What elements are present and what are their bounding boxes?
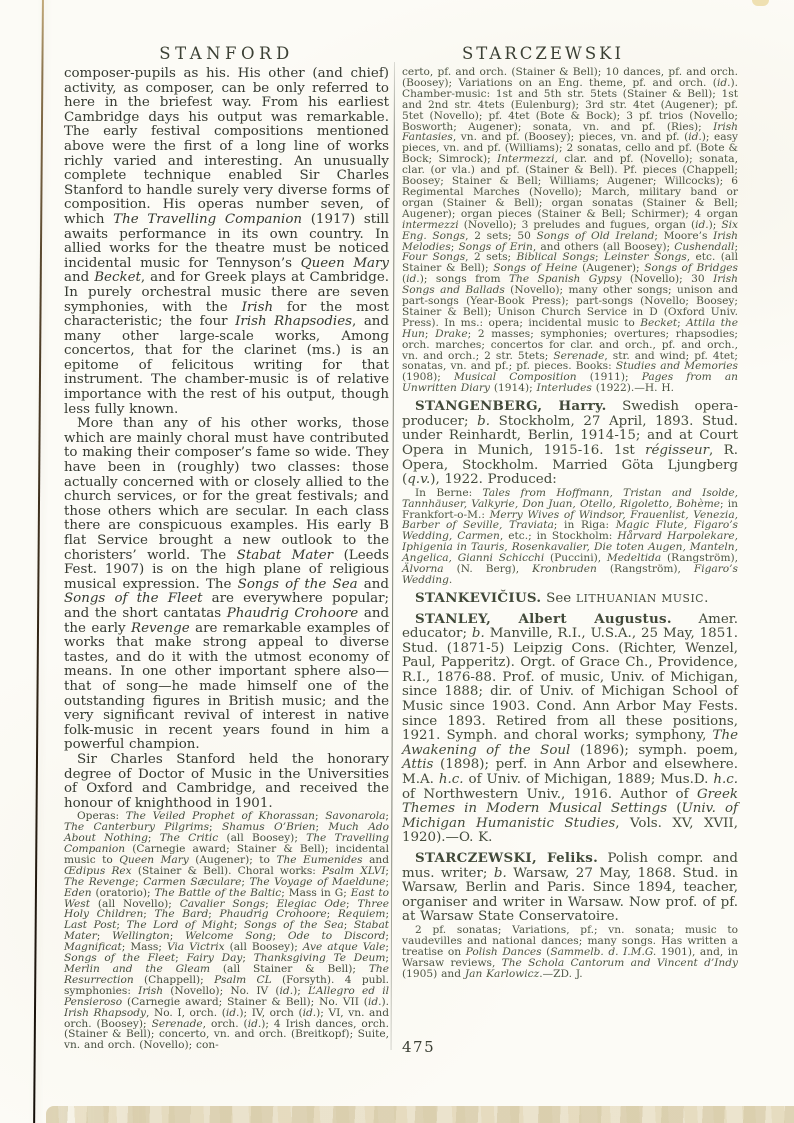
page-number: 475 [402, 1038, 436, 1056]
title-italic-run: The Battle of the Baltic [154, 886, 282, 899]
title-italic-run: The Schola Cantorum and Vincent d’Indy [501, 956, 739, 969]
text-run: Polish compr. and mus. writer; [402, 851, 738, 881]
title-italic-run: The Spanish Gypsy [508, 273, 622, 286]
text-run: are remarkable examples of works that make strong appeal to diverse tastes, and do it with the utmost economy of means. In one other important sphere also—that of song—he made himself one of the outstanding figures in British music; and the very significant revival of interest in native folk-music in recent years found in him a powerful champion. [64, 620, 389, 753]
text-run: ; [241, 875, 250, 888]
paragraph [402, 612, 738, 847]
text-run: ; [169, 930, 186, 943]
text-run: (Novello); 30 [621, 273, 714, 286]
paragraph [402, 591, 738, 607]
title-italic-run: Drake [435, 327, 468, 340]
text-run: ); IV, orch ( [239, 1006, 303, 1019]
title-italic-run: Four Songs [402, 251, 466, 264]
running-head-left: STANFORD [159, 44, 294, 63]
text-run: ). [381, 995, 389, 1008]
title-italic-run: b. [471, 626, 485, 642]
text-run: ; in Riga: [553, 519, 616, 532]
text-run: , etc.; in Stockholm: [499, 530, 618, 543]
text-run: 1901), and, in Warsaw reviews, [402, 945, 738, 969]
text-run: 2 pf. sonatas; Variations, pf.; vn. sonata; music to vaudevilles and national dances; many songs. Has written a treatise on [402, 923, 738, 958]
page-gutter-shadow [33, 0, 44, 1123]
title-italic-run: Songs of the Fleet [64, 591, 203, 607]
entry-headword: STANGENBERG, Harry. [415, 398, 607, 415]
title-italic-run: Six Eng. Songs [402, 218, 738, 242]
title-italic-run: Songs of Erin [458, 240, 533, 253]
title-italic-run: Attis [402, 757, 434, 773]
text-run: (Carnegie award; Stainer & Bell); No. VII ( [122, 995, 368, 1008]
title-italic-run: b. [477, 413, 491, 429]
text-run: , etc. (all Stainer & Bell); [402, 251, 738, 275]
title-italic-run: Medeltida [606, 552, 662, 565]
title-italic-run: régisseur [645, 442, 709, 458]
text-run: ); songs from [419, 273, 509, 286]
title-italic-run: b. [493, 865, 507, 881]
column-divider-rule [391, 62, 395, 1050]
text-run: ; [595, 251, 605, 264]
title-italic-run: The Eumenides [276, 853, 363, 866]
title-italic-run: Much Ado About Nothing [64, 821, 390, 845]
title-italic-run: Psalm CL [214, 973, 272, 986]
text-run: (1922).—H. H. [591, 382, 674, 395]
text-run: (Stainer & Bell). Choral works: [131, 864, 323, 877]
title-italic-run: id. [225, 1006, 240, 1019]
paragraph [402, 67, 738, 394]
title-italic-run: Irish Rhapsodies [235, 314, 353, 330]
text-run: ; [385, 941, 389, 954]
text-run: ; [385, 864, 389, 877]
title-italic-run: Irish [138, 984, 164, 997]
title-italic-run: Merry Wives of Windsor, Frauenlist, Venezia, Barber of Seville, Traviata [402, 508, 739, 532]
text-run: ; [346, 897, 358, 910]
title-italic-run: Cavalier Songs [179, 897, 266, 910]
title-italic-run: Wellington [112, 930, 170, 943]
paragraph [402, 399, 738, 488]
text-run: for the most characteristic; the four [64, 299, 389, 330]
text-run: ; [209, 821, 222, 834]
page-edge-texture-band [46, 1106, 794, 1123]
text-run: and [362, 853, 389, 866]
paragraph [402, 925, 738, 980]
text-run: ; [233, 919, 244, 932]
text-run: , R. Opera, Stockholm. Married Göta Ljungberg ( [402, 442, 738, 488]
title-italic-run: Studies and Memories [615, 360, 738, 373]
title-italic-run: h.c. [438, 772, 464, 788]
paragraph [402, 851, 738, 925]
title-italic-run: Figaro’s Wedding [402, 563, 738, 586]
title-italic-run: Becket [94, 270, 141, 286]
text-run: , and for Greek plays at Cambridge. In purely orchestral music there are seven symphonies, with the [64, 270, 390, 315]
title-italic-run: Stabat Mater [236, 547, 334, 563]
text-run: (Rangström), [596, 563, 694, 576]
text-run: ; [143, 908, 155, 921]
text-run: See [541, 590, 576, 606]
text-run: (1914); [490, 382, 537, 395]
text-run: (N. Berg), [443, 563, 533, 576]
text-run: , str. and wind; pf. 4tet; sonatas, vn. and pf.; pf. pieces. Books: [402, 349, 738, 373]
title-italic-run: Queen Mary [119, 853, 189, 866]
text-run: (1911); [576, 371, 642, 384]
text-run: (Chappell); [133, 973, 215, 986]
title-italic-run: East to West [64, 886, 389, 910]
title-italic-run: The Veiled Prophet of Khorassan [125, 810, 315, 823]
title-italic-run: The Resurrection [64, 962, 389, 986]
title-italic-run: Welcome Song [185, 930, 273, 943]
text-run: In Berne: [415, 486, 483, 499]
title-italic-run: intermezzi [402, 218, 459, 231]
title-italic-run: Univ. of Michigan Humanistic Studies [402, 801, 739, 831]
text-run: , 2 sets; [465, 251, 517, 264]
text-run: ; [175, 952, 187, 965]
title-italic-run: Songs of the Sea [243, 919, 344, 932]
title-italic-run: h.c. [713, 772, 738, 788]
text-run: ); easy pieces, vn. and pf. (Williams); 2 sonatas, cello and pf. (Bote & Bock; Simrock); [402, 131, 739, 166]
text-run: ; [96, 930, 113, 943]
text-run: ( [667, 801, 682, 817]
title-italic-run: Magnificat [64, 941, 122, 954]
title-italic-run: Attila the Hun [402, 316, 738, 340]
text-run: (Leeds Fest. 1907) is on the high plane of religious musical expression. The [64, 547, 389, 592]
text-run: ; [424, 327, 436, 340]
title-italic-run: The Canterbury Pilgrims [64, 821, 210, 834]
title-italic-run: Songs of the Fleet [64, 952, 176, 965]
text-run: ); VI, vn. and orch. (Boosey); [64, 1006, 389, 1030]
title-italic-run: Last Post [64, 919, 117, 932]
title-italic-run: Irish Melodies [402, 229, 739, 253]
text-run: ; Mass in G; [281, 886, 351, 899]
text-run: Operas: [77, 810, 126, 823]
title-italic-run: id. [716, 76, 731, 89]
title-italic-run: Irish Fantasies [402, 120, 738, 144]
text-run: ; [314, 810, 326, 823]
paragraph [64, 753, 389, 811]
title-italic-run: Cushendall [674, 240, 735, 253]
text-run: , No. I, orch. ( [145, 1006, 226, 1019]
title-italic-run: Œdipus Rex [64, 864, 132, 877]
title-italic-run: Ave atque Vale [302, 941, 386, 954]
text-run: ); 4 Irish dances, orch. (Stainer & Bell); concerto, vn. and orch. (Breitkopf); Suite, vn. and orch. (Novello); con- [64, 1017, 389, 1052]
text-run: ; [385, 952, 389, 965]
title-italic-run: Irish Songs and Ballads [402, 273, 738, 297]
text-run: ; [315, 821, 329, 834]
text-run: and [64, 270, 95, 286]
text-run: (all Stainer & Bell); [210, 962, 369, 975]
text-run: (1917) still awaits performance in its own country. In allied works for the theatre must be noticed incidental music for Tennyson’s [64, 211, 389, 271]
text-run: ( [402, 273, 407, 286]
title-italic-run: Phaudrig Crohoore [226, 605, 359, 621]
text-run: certo, pf. and orch. (Stainer & Bell); 10 dances, pf. and orch. (Boosey); Variations on an Eng. theme, pf. and orch. ( [402, 66, 738, 89]
text-run: (1896); symph. poem, [570, 742, 738, 758]
text-run: ; [450, 240, 459, 253]
text-run: , and others (all Boosey); [532, 240, 675, 253]
title-italic-run: Via Victrix [166, 941, 225, 954]
title-italic-run: Polish Dances [465, 945, 542, 958]
title-italic-run: Shamus O’Brien [221, 821, 316, 834]
title-italic-run: Irish Rhapsody [64, 1006, 146, 1019]
title-italic-run: Magic Flute, Figaro’s Wedding, Carmen [402, 519, 738, 543]
title-italic-run: Becket [640, 316, 678, 329]
title-italic-run: Hårvard Harpolekare, Iphigenia in Tauris, Rosenkavalier, Die toten Augen, Manteln, Angelica, Gianni Schicchi [402, 530, 738, 565]
title-italic-run: The Lord of Might [126, 919, 234, 932]
text-run: (Forsyth). 4 publ. symphonies: [64, 973, 389, 997]
title-italic-run: Queen Mary [300, 255, 389, 271]
text-run: , and many other large-scale works, Among concertos, that for the clarinet (ms.) is an epitome of felicitous writing for that instrument. The chamber-music is of relative importance with the rest of his output, though less fully known. [64, 314, 389, 417]
title-italic-run: Fairy Day [186, 952, 243, 965]
title-italic-run: Three Holy Children [64, 897, 389, 921]
text-run: and [357, 576, 389, 592]
text-run: . [704, 590, 709, 606]
text-run: Warsaw, 27 May, 1868. Stud. in Warsaw, Berlin and Paris. Since 1894, teacher, organiser and writer in Warsaw. Now prof. of pf. at Warsaw State Conservatoire. [402, 865, 739, 925]
text-run: (all Novello); [90, 897, 180, 910]
text-run: ; [147, 832, 160, 845]
text-run: ; [677, 316, 687, 329]
title-italic-run: id. [279, 984, 294, 997]
column-left [64, 67, 389, 1051]
title-italic-run: Eden [64, 886, 92, 899]
text-run: ; Moore’s [654, 229, 714, 242]
title-italic-run: Jan Karlowicz [464, 967, 540, 980]
title-italic-run: Kronbruden [532, 563, 597, 576]
title-italic-run: Phaudrig Crohoore [219, 908, 327, 921]
text-run: Amer. educator; [402, 611, 738, 642]
running-head-right: STARCZEWSKI [462, 44, 624, 63]
title-italic-run: The Awakening of the Soul [402, 728, 738, 758]
text-run: are everywhere popular; and the short cantatas [64, 591, 389, 621]
title-italic-run: Songs of Heine [493, 262, 578, 275]
text-run: (1905) and [402, 967, 465, 980]
text-run: ; Mass; [121, 941, 167, 954]
text-run: ); [293, 984, 308, 997]
text-run: . [448, 574, 453, 586]
text-run: ; [385, 930, 389, 943]
text-run: (all Boosey); [224, 941, 303, 954]
text-run: ). Chamber-music: 1st and 5th str. 5tets (Stainer & Bell); 1st and 2nd str. 4tets (Eulenburg); 3rd str. 4tet (Augener); pf. 5tet (Novello); pf. 4tet (Bote & Bock); 3 pf. trios (Novello; Bosworth; Augener); sonata, vn. and pf. (Ries); [402, 76, 738, 133]
title-italic-run: Interludes [536, 382, 592, 395]
text-run: .—ZD. J. [539, 967, 583, 980]
text-run: of Univ. of Michigan, 1889; Mus.D. [463, 772, 714, 788]
text-run: (Puccini), [544, 552, 607, 565]
text-run: Stockholm, 27 April, 1893. Stud. under Reinhardt, Berlin, 1914-15; and at Court Opera in Munich, 1915-16. 1st [402, 413, 739, 458]
text-run: ; [208, 908, 220, 921]
title-italic-run: id. [302, 1006, 317, 1019]
title-italic-run: The Travelling Companion [64, 832, 390, 855]
title-italic-run: Ode to Discord [287, 930, 386, 943]
text-run: ; [265, 897, 277, 910]
text-run: More than any of his other works, those which are mainly choral must have contributed to making their composer’s fame so wide. They have been in (roughly) two classes: those actually concerned with or closely allied to the church services, or for the great festivals; and those others which are secular. In each class there are conspicuous examples. His early B flat Service brought a new outlook to the choristers’ world. The [64, 416, 389, 563]
text-run: Sir Charles Stanford held the honorary degree of Doctor of Music in the Universities of Oxford and Cambridge, and received the honour of knighthood in 1901. [64, 751, 389, 811]
text-run: (Rangström), [661, 552, 738, 565]
title-italic-run: Musical Composition [453, 371, 577, 384]
text-run: (Augener); [577, 262, 645, 275]
text-run: (Novello); No. IV ( [163, 984, 280, 997]
title-italic-run: Elegiac Ode [276, 897, 347, 910]
title-italic-run: The Revenge [64, 875, 136, 888]
text-run: ; [734, 240, 739, 253]
title-italic-run: q.v. [407, 472, 431, 488]
title-italic-run: L’Allegro ed il Pensieroso [64, 984, 389, 1008]
title-italic-run: id. [367, 995, 382, 1008]
paragraph [64, 417, 389, 753]
text-run: of Northwestern Univ., 1916. Author of [402, 786, 697, 802]
text-run: (oratorio); [91, 886, 155, 899]
paragraph [402, 488, 738, 586]
text-run: ; [385, 908, 390, 921]
title-italic-run: Merlin and the Gleam [64, 962, 211, 975]
title-italic-run: Serenade [151, 1017, 203, 1030]
title-italic-run: Thanksgiving Te Deum [253, 952, 386, 965]
text-run: Swedish opera-producer; [402, 399, 738, 429]
text-run: , vn. and pf. (Boosey); pieces, vn. and pf. ( [452, 131, 689, 144]
title-italic-run: Greek Themes in Modern Musical Settings [402, 786, 738, 817]
text-run: , 2 sets; 50 [465, 229, 537, 242]
title-italic-run: Songs of Bridges [644, 262, 738, 275]
entry-headword: STANLEY, Albert Augustus. [415, 610, 672, 627]
title-italic-run: The Voyage of Maeldune [249, 875, 386, 888]
text-run: ; [242, 952, 254, 965]
title-italic-run: Pages from an Unwritten Diary [402, 371, 738, 395]
title-italic-run: id. [247, 1017, 262, 1030]
title-italic-run: Intermezzi [497, 153, 555, 166]
text-run: ; in Frankfort-o-M.: [402, 497, 738, 521]
text-run: ); [708, 218, 722, 231]
text-run: (1908); [402, 371, 454, 384]
title-italic-run: Stabat Mater [64, 919, 390, 943]
page-edge-speck [752, 0, 769, 6]
text-run: ), 1922. Produced: [430, 472, 557, 488]
title-italic-run: Carmen Sæculare [143, 875, 242, 888]
title-italic-run: Requiem [337, 908, 386, 921]
title-italic-run: The Bard [154, 908, 209, 921]
text-run: ; [272, 930, 288, 943]
title-italic-run: Songs of Old Ireland [536, 229, 655, 242]
title-italic-run: Songs of the Sea [237, 576, 358, 592]
title-italic-run: The Critic [159, 832, 219, 845]
text-run: ( [541, 945, 551, 958]
entry-headword: STANKEVIČIUS. [415, 589, 542, 606]
text-run: ; [326, 908, 338, 921]
title-italic-run: Revenge [131, 620, 190, 636]
text-run: LITHUANIAN MUSIC [575, 591, 705, 605]
title-italic-run: Irish [241, 299, 274, 315]
text-run: (Novello); 3 preludes and fugues, organ ( [458, 218, 696, 231]
title-italic-run: Leinster Songs [604, 251, 687, 264]
text-run: ; [116, 919, 127, 932]
text-run: , clar. and pf. (Novello); sonata, clar. (or vla.) and pf. (Stainer & Bell). Pf. pieces (Chappell; Boosey; Stainer & Bell; Williams; Augener; Willcocks); 6 Regimental Marches (Novello); March, military band or organ (Stainer & Bell); organ sonatas (Stainer & Bell; Augener); organ pieces (Stainer & Bell; Schirmer); 4 organ [402, 153, 738, 220]
title-italic-run: id. [688, 131, 702, 144]
title-italic-run: Serenade [553, 349, 605, 362]
text-run: composer-pupils as his. His other (and chief) activity, as composer, can be only referred to here in the briefest way. From his earliest Cambridge days his output was remarkable. The early festival compositions mentioned above were the first of a long line of works richly varied and interesting. An unusually complete technique enabled Sir Charles Stanford to handle surely very diverse forms of composition. His operas number seven, of which [64, 66, 389, 227]
text-run: , Vols. XV, XVII, 1920).—O. K. [402, 815, 738, 846]
title-italic-run: Sammelb. d. I.M.G. [550, 945, 657, 958]
paragraph [64, 811, 389, 1051]
title-italic-run: id. [695, 218, 709, 231]
text-run: ; 2 masses; symphonies; overtures; rhapsodies; orch. marches; concertos for clar. and orch., pf. and orch., vn. and orch.; 2 str. 5tets; [402, 327, 739, 362]
text-run: ; [135, 875, 144, 888]
text-run: , orch. ( [202, 1017, 248, 1030]
text-run: (Novello); many other songs; unison and part-songs (Year-Book Press); part-songs (Novello; Boosey; Stainer & Bell); Unison Church Service in D (Oxford Univ. Press). In ms.: opera; incidental music to [402, 284, 738, 329]
title-italic-run: Psalm XLVI [322, 864, 386, 877]
text-run: ; [343, 919, 354, 932]
title-italic-run: The Travelling Companion [113, 211, 303, 227]
title-italic-run: Tales from Hoffmann, Tristan and Isolde, Tannhäuser, Valkyrie, Don Juan, Otello, Rigoletto, Bohème [402, 486, 738, 510]
paragraph [64, 67, 389, 417]
text-run: (Carnegie award; Stainer & Bell); incidental music to [64, 843, 389, 866]
title-italic-run: Biblical Songs [516, 251, 596, 264]
text-run: ; [385, 810, 389, 823]
title-italic-run: Savonarola [325, 810, 386, 823]
title-italic-run: Älvorna [402, 563, 444, 576]
column-right [402, 67, 738, 980]
title-italic-run: id. [406, 273, 420, 286]
text-run: (1898); perf. in Ann Arbor and elsewhere. M.A. [402, 757, 738, 788]
text-run: (all Boosey); [218, 832, 307, 845]
text-run: (Augener); to [188, 853, 277, 866]
text-run: ; [385, 875, 390, 888]
entry-headword: STARCZEWSKI, Feliks. [415, 850, 599, 866]
text-run: Manville, R.I., U.S.A., 25 May, 1851. Stud. (1871-5) Leipzig Cons. (Richter, Wenzel, Paul, Papperitz). Orgt. of Grace Ch., Providence, R.I., 1876-88. Prof. of music, Univ. of Michigan, since 1888; dir. of Univ. of Michigan School of Music since 1903. Cond. Ann Arbor May Fests. since 1893. Retired from all these positions, 1921. Symph. and choral works; symphony, [402, 626, 738, 744]
text-run: and the early [64, 605, 390, 636]
